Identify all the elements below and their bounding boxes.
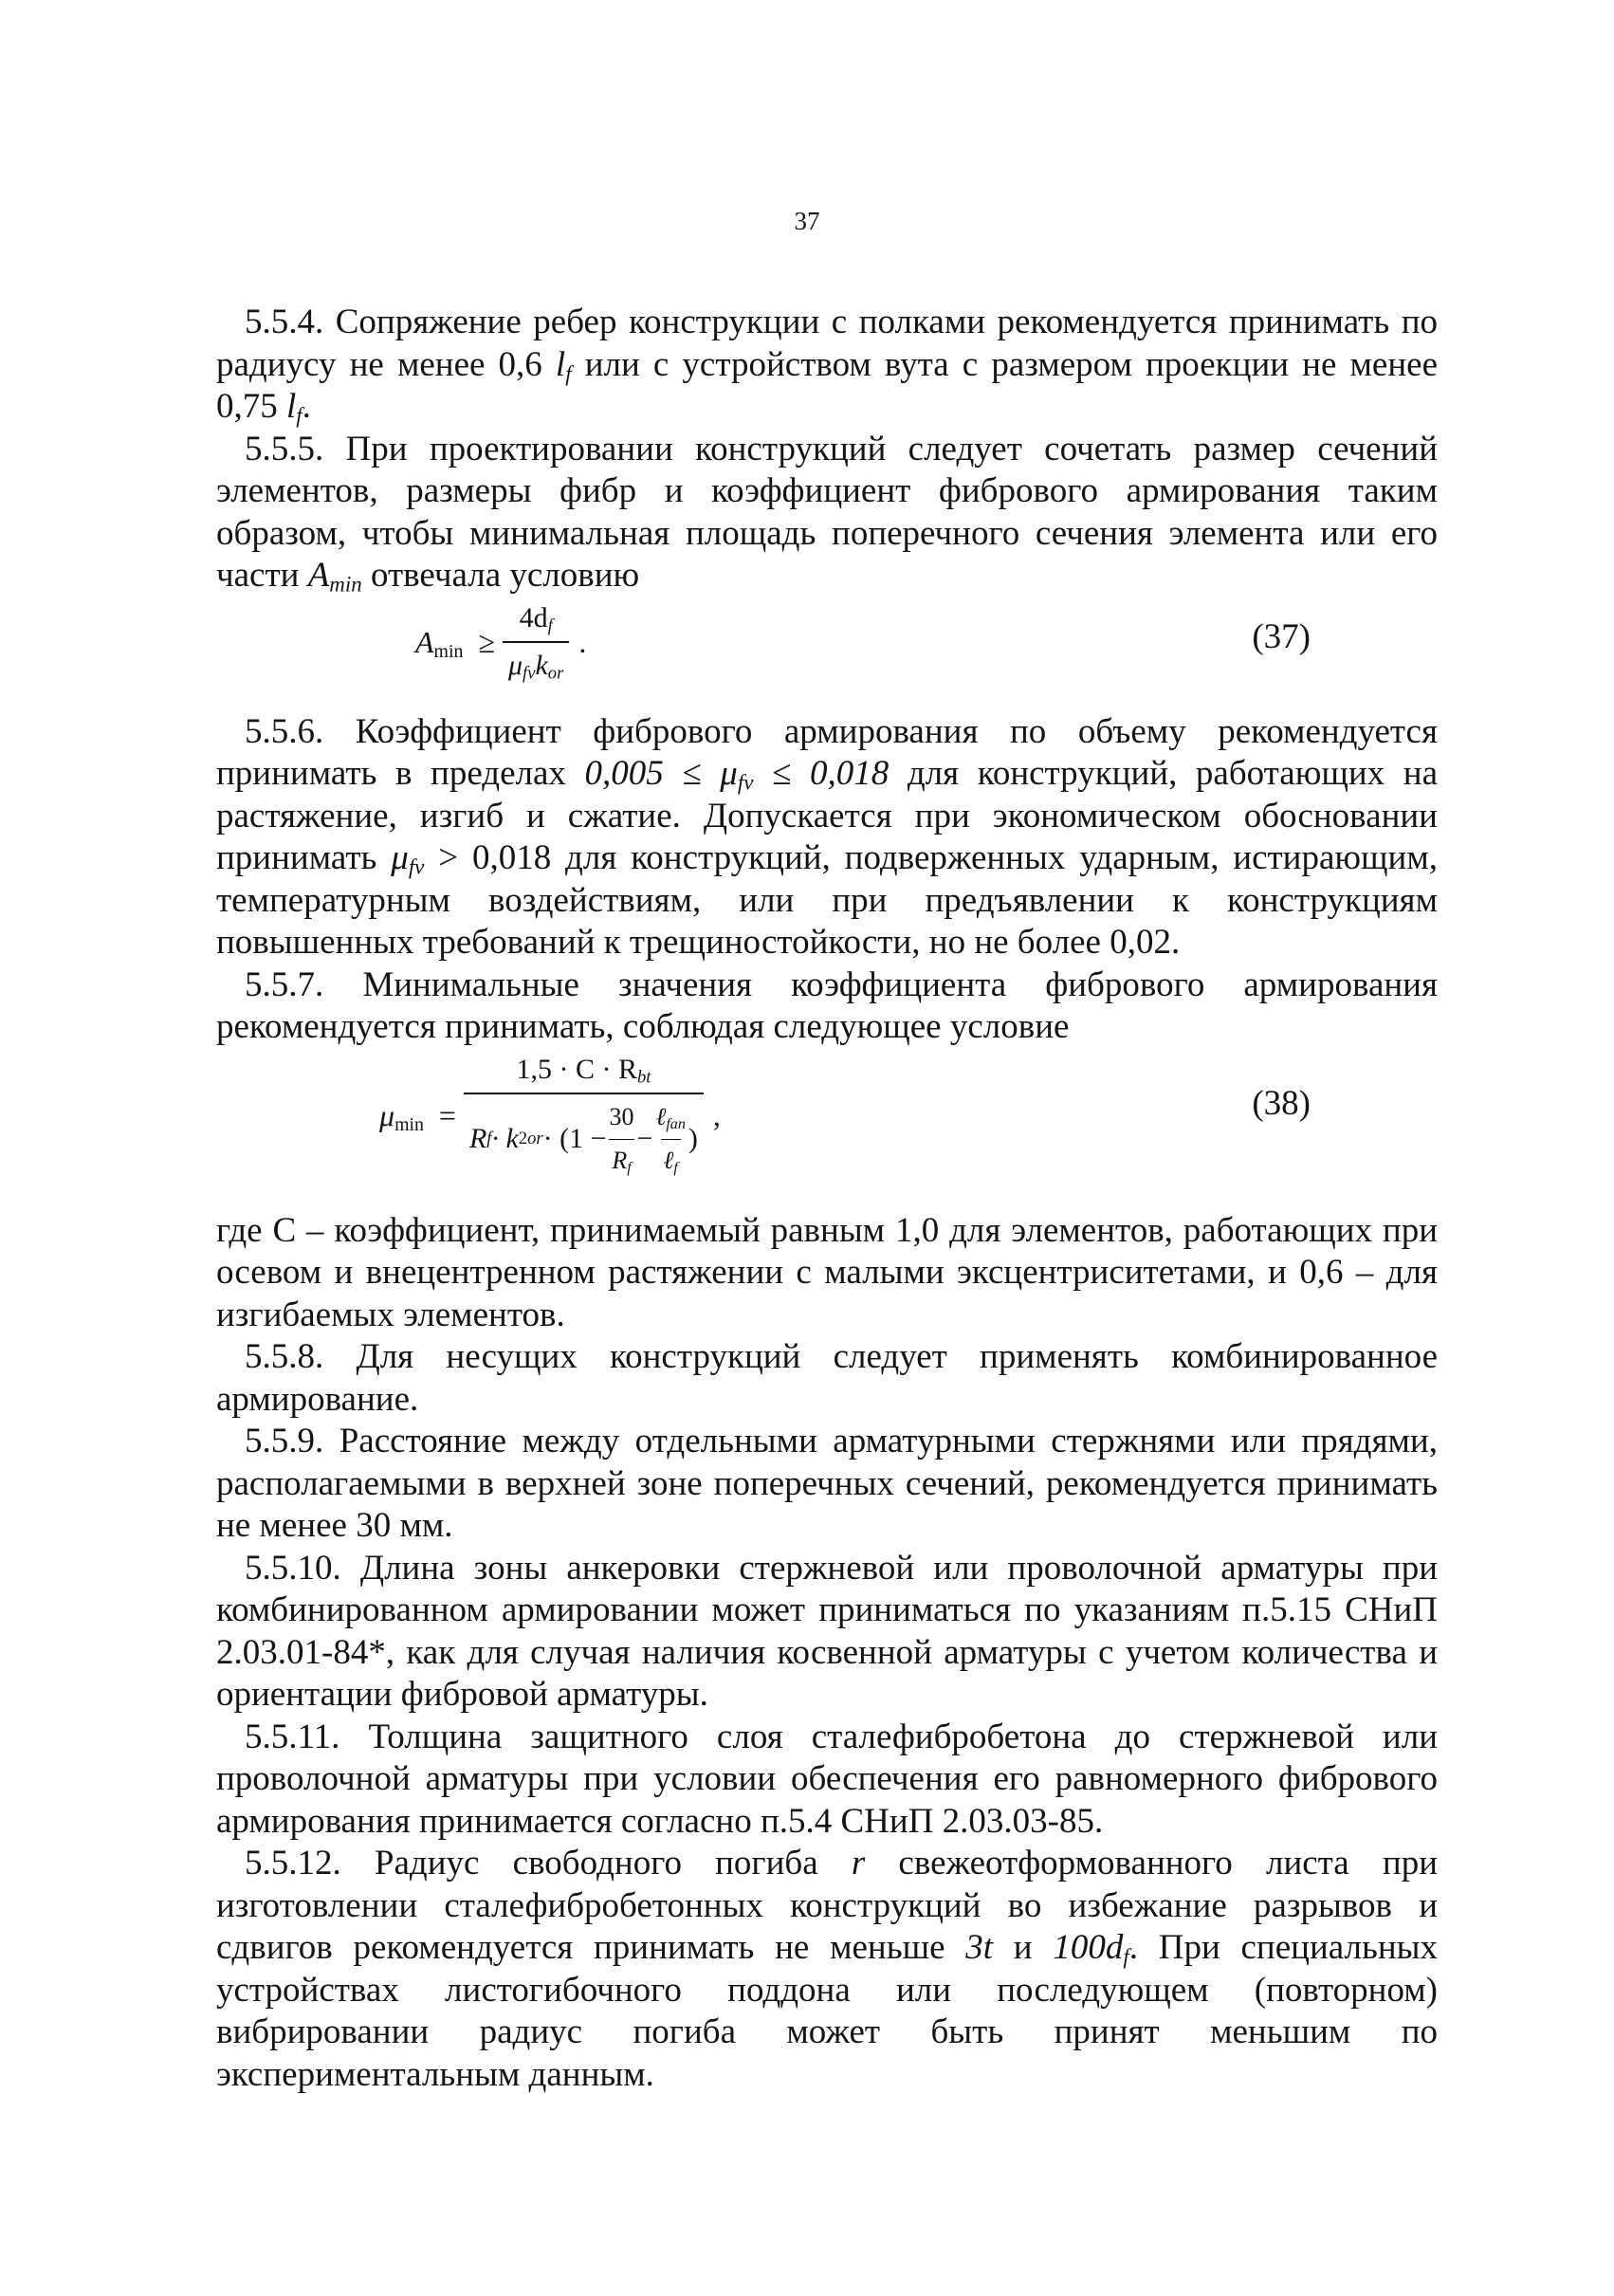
symbol-r: r xyxy=(851,1844,866,1883)
paragraph-5-5-8: 5.5.8. Для несущих конструкций следует применять комбинированное армирование. xyxy=(216,1337,1438,1419)
formula-38-inner-fraction-1: $\frac{30}{R_f}$ xyxy=(607,1096,637,1182)
paragraph-5-5-12-lead: 5.5.12. Радиус свободного погиба xyxy=(245,1844,852,1883)
formula-38-fraction xyxy=(464,1049,704,1183)
paragraph-5-5-11: 5.5.11. Толщина защитного слоя сталефибробетона до стержневой или проволочной арматуры при условии обеспечения его равномерного фибрового армирования принимается согласно п.5.4 СНиП 2.03.03-85. xyxy=(216,1717,1438,1841)
formula-38-label: (38) xyxy=(1252,1083,1311,1123)
paragraph-5-5-5 xyxy=(216,429,1438,597)
paragraph-5-5-9: 5.5.9. Расстояние между отдельными арматурными стержнями или прядями, располагаемыми в верхней зоне поперечных сечений, рекомендуется принимать не менее 30 мм. xyxy=(216,1422,1438,1545)
symbol-a-min: $A_{min}$ xyxy=(307,556,362,597)
symbol-l-f-2: $l_f$ xyxy=(286,387,303,428)
paragraph-5-5-12-end: . При специальных устройствах листогибочного поддона или последующем (повторном) вибрировании радиус погиба может быть принят меньшим по экспериментальным данным. xyxy=(216,1928,1438,2094)
paragraph-where-c: где С – коэффициент, принимаемый равным 1,0 для элементов, работающих при осевом и внецентренном растяжении с малыми эксцентриситетами, и 0,6 – для изгибаемых элементов. xyxy=(216,1210,1438,1334)
page-number: 37 xyxy=(794,207,820,235)
formula-37-lhs: $A_{min}$ xyxy=(415,624,464,662)
paragraph-5-5-10: 5.5.10. Длина зоны анкеровки стержневой или проволочной арматуры при комбинированном армировании может приниматься по указаниям п.5.15 СНиП 2.03.01-84*, как для случая наличия косвенной арматуры с учетом количества и ориентации фибровой арматуры. xyxy=(216,1548,1438,1714)
mu-fv-range: $0,005 \le \mu_{fv} \le 0,018$ xyxy=(584,754,890,795)
formula-38-inner-fraction-2: $\frac{\ell_{fan}}{\ell_f}$ xyxy=(652,1096,688,1182)
paragraph-5-5-4-lead: 5.5.4. Сопряжение ребер конструкции с полками рекомендуется принимать по радиусу не менее 0,6 xyxy=(216,303,1438,384)
paragraph-5-5-5-lead: 5.5.5. При проектировании конструкций следует сочетать размер сечений элементов, размеры фибр и коэффициент фибрового армирования таким образом, чтобы минимальная площадь поперечного сечения элемента или его части xyxy=(216,429,1438,595)
formula-37-label: (37) xyxy=(1252,616,1311,656)
paragraph-5-5-6-end: > 0,018 для конструкций, подверженных ударным, истирающим, температурным воздействиям, или при предъявлении к конструкциям повышенных требований к трещиностойкости, но не более 0,02. xyxy=(216,838,1439,962)
formula-38: $\mu_{min}$ = $1,5 \cdot C \cdot R_{bt}$ R f · k 2 or · (1 − $\frac{30}{R_f}$ − $\frac{\ell_{fan}}{\ell_f}$ ) , (38) xyxy=(216,1049,1438,1210)
paragraph-5-5-5-end: отвечала условию xyxy=(361,556,640,595)
paragraph-5-5-12: 5.5.12. Радиус свободного погиба r свежеотформованного листа при изготовлении сталефибробетонных конструкций во избежание разрывов и сдвигов рекомендуется принимать не меньше 3t и $100d_f$. При специальных устройствах листогибочного поддона или последующем (повторном) вибрировании радиус погиба может быть принят меньшим по экспериментальным данным. xyxy=(216,1844,1438,2094)
paragraph-5-5-4-mid: или с устройством вута с размером проекции не менее 0,75 xyxy=(216,344,1438,426)
formula-38-lhs: $\mu_{min}$ xyxy=(379,1097,424,1135)
paragraph-5-5-4: 5.5.4. Сопряжение ребер конструкции с полками рекомендуется принимать по радиусу не менее 0,6 $l_f$ или с устройством вута с размером проекции не менее 0,75 $l_f$. xyxy=(216,303,1438,428)
formula-37-denominator: $\mu_{fv}k_{or}$ xyxy=(503,641,569,688)
symbol-mu-fv: $\mu_{fv}$ xyxy=(391,838,425,879)
formula-37-fraction xyxy=(503,597,569,688)
formula-38-denominator: R f · k 2 or · (1 − $\frac{30}{R_f}$ − $\frac{\ell_{fan}}{\ell_f}$ ) xyxy=(464,1093,704,1182)
formula-38-numerator: $1,5 \cdot C \cdot R_{bt}$ xyxy=(516,1053,651,1088)
symbol-l-f: $l_f$ xyxy=(555,344,572,386)
formula-37: $A_{min}$ ≥ $\frac{4d_f}{\mu_{fv}k_{or}}$ . (37) xyxy=(216,597,1438,711)
paragraph-5-5-7: 5.5.7. Минимальные значения коэффициента фибрового армирования рекомендуется принимать, соблюдая следующее условие xyxy=(216,964,1438,1046)
paragraph-5-5-6-lead: 5.5.6. Коэффициент фибрового армирования по объему рекомендуется принимать в пределах xyxy=(216,711,1438,793)
paragraph-5-5-6-mid: для конструкций, работающих на растяжение, изгиб и сжатие. Допускается при экономическом обосновании принимать xyxy=(216,754,1438,877)
paragraph-5-5-6 xyxy=(216,711,1438,964)
document-body xyxy=(216,302,1438,2096)
paragraph-5-5-12-mid: свежеотформованного листа при изготовлении сталефибробетонных конструкций во избежание разрывов и сдвигов рекомендуется принимать не меньше xyxy=(216,1844,1438,1967)
value-100d-f: $100d_f$ xyxy=(1053,1928,1129,1969)
value-3t: 3t xyxy=(965,1928,994,1967)
formula-38-relation: = xyxy=(438,1097,456,1132)
formula-37-numerator: $4d_f$ xyxy=(519,601,553,636)
formula-37-relation: ≥ xyxy=(478,624,495,659)
